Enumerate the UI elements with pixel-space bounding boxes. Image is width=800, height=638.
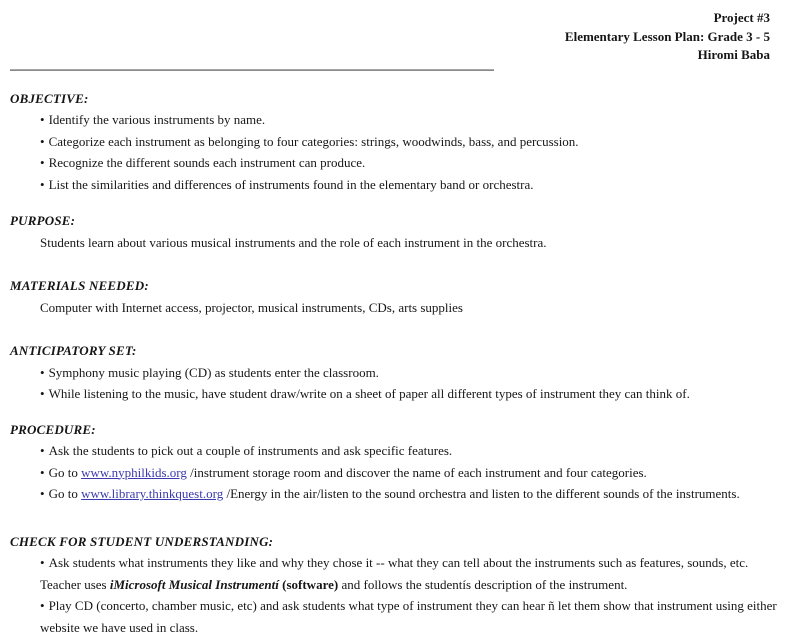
materials-body-text: Computer with Internet access, projector, musical instruments, CDs, arts supplies xyxy=(10,297,788,319)
document-header xyxy=(10,8,788,65)
list-item xyxy=(40,483,788,505)
project-number: Project #3 xyxy=(10,9,770,28)
section-materials xyxy=(10,275,788,318)
section-anticipatory-set xyxy=(10,340,788,405)
horizontal-divider xyxy=(10,69,494,71)
list-item xyxy=(40,440,788,462)
software-name-text: iMicrosoft Musical Instrumentí xyxy=(110,577,279,592)
purpose-body-text: Students learn about various musical instruments and the role of each instrument in the orchestra. xyxy=(10,232,788,254)
section-procedure xyxy=(10,419,788,505)
objective-bullet-text: Identify the various instruments by name. xyxy=(49,112,266,127)
bullet-icon: • xyxy=(40,177,45,192)
check-bullet-list xyxy=(10,552,788,638)
section-heading-materials: MATERIALS NEEDED: xyxy=(10,275,788,297)
section-check-understanding xyxy=(10,531,788,638)
anticipatory-bullet-text: While listening to the music, have student draw/write on a sheet of paper all different types of instrument they can think of. xyxy=(49,386,690,401)
objective-bullet-text: Categorize each instrument as belonging to four categories: strings, woodwinds, bass, and percussion. xyxy=(49,134,579,149)
check-bullet-text: and follows the studentís description of the instrument. xyxy=(338,577,627,592)
link-nyphilkids[interactable]: www.nyphilkids.org xyxy=(81,465,187,480)
procedure-bullet-text: Go to xyxy=(49,486,82,501)
section-purpose xyxy=(10,210,788,253)
anticipatory-bullet-list xyxy=(10,362,788,405)
list-item xyxy=(40,462,788,484)
list-item xyxy=(40,362,788,384)
list-item xyxy=(40,595,788,638)
check-bullet-text: Play CD (concerto, chamber music, etc) and ask students what type of instrument they can hear ñ let them show that instrument using either website we have used in class. xyxy=(40,598,780,635)
author-name: Hiromi Baba xyxy=(10,46,770,65)
bullet-icon: • xyxy=(40,112,45,127)
bullet-icon: • xyxy=(40,155,45,170)
bullet-icon: • xyxy=(40,465,45,480)
bullet-icon: • xyxy=(40,598,45,613)
list-item xyxy=(40,383,788,405)
section-heading-anticipatory-set: ANTICIPATORY SET: xyxy=(10,340,788,362)
objective-bullet-list xyxy=(10,109,788,195)
objective-bullet-text: List the similarities and differences of instruments found in the elementary band or orchestra. xyxy=(49,177,534,192)
software-label-text: (software) xyxy=(279,577,338,592)
procedure-bullet-text: /Energy in the air/listen to the sound orchestra and listen to the different sounds of the instruments. xyxy=(223,486,740,501)
anticipatory-bullet-text: Symphony music playing (CD) as students enter the classroom. xyxy=(49,365,379,380)
bullet-icon: • xyxy=(40,134,45,149)
section-heading-procedure: PROCEDURE: xyxy=(10,419,788,441)
section-heading-objective: OBJECTIVE: xyxy=(10,88,788,110)
section-heading-check-understanding: CHECK FOR STUDENT UNDERSTANDING: xyxy=(10,531,788,553)
list-item xyxy=(40,174,788,196)
bullet-icon: • xyxy=(40,443,45,458)
bullet-icon: • xyxy=(40,365,45,380)
objective-bullet-text: Recognize the different sounds each instrument can produce. xyxy=(49,155,366,170)
bullet-icon: • xyxy=(40,486,45,501)
check-bullet-text: Ask students what instruments they like and why they chose it -- what they can tell about the instruments such as features, sounds, etc. Teacher uses xyxy=(40,555,755,592)
list-item xyxy=(40,131,788,153)
list-item xyxy=(40,552,788,595)
link-library-thinkquest[interactable]: www.library.thinkquest.org xyxy=(81,486,223,501)
procedure-bullet-text: /instrument storage room and discover the name of each instrument and four categories. xyxy=(187,465,647,480)
list-item xyxy=(40,109,788,131)
section-objective xyxy=(10,88,788,196)
document-title: Elementary Lesson Plan: Grade 3 - 5 xyxy=(10,28,770,47)
bullet-icon: • xyxy=(40,555,45,570)
procedure-bullet-text: Ask the students to pick out a couple of instruments and ask specific features. xyxy=(49,443,453,458)
procedure-bullet-text: Go to xyxy=(49,465,82,480)
section-heading-purpose: PURPOSE: xyxy=(10,210,788,232)
list-item xyxy=(40,152,788,174)
procedure-bullet-list xyxy=(10,440,788,505)
bullet-icon: • xyxy=(40,386,45,401)
